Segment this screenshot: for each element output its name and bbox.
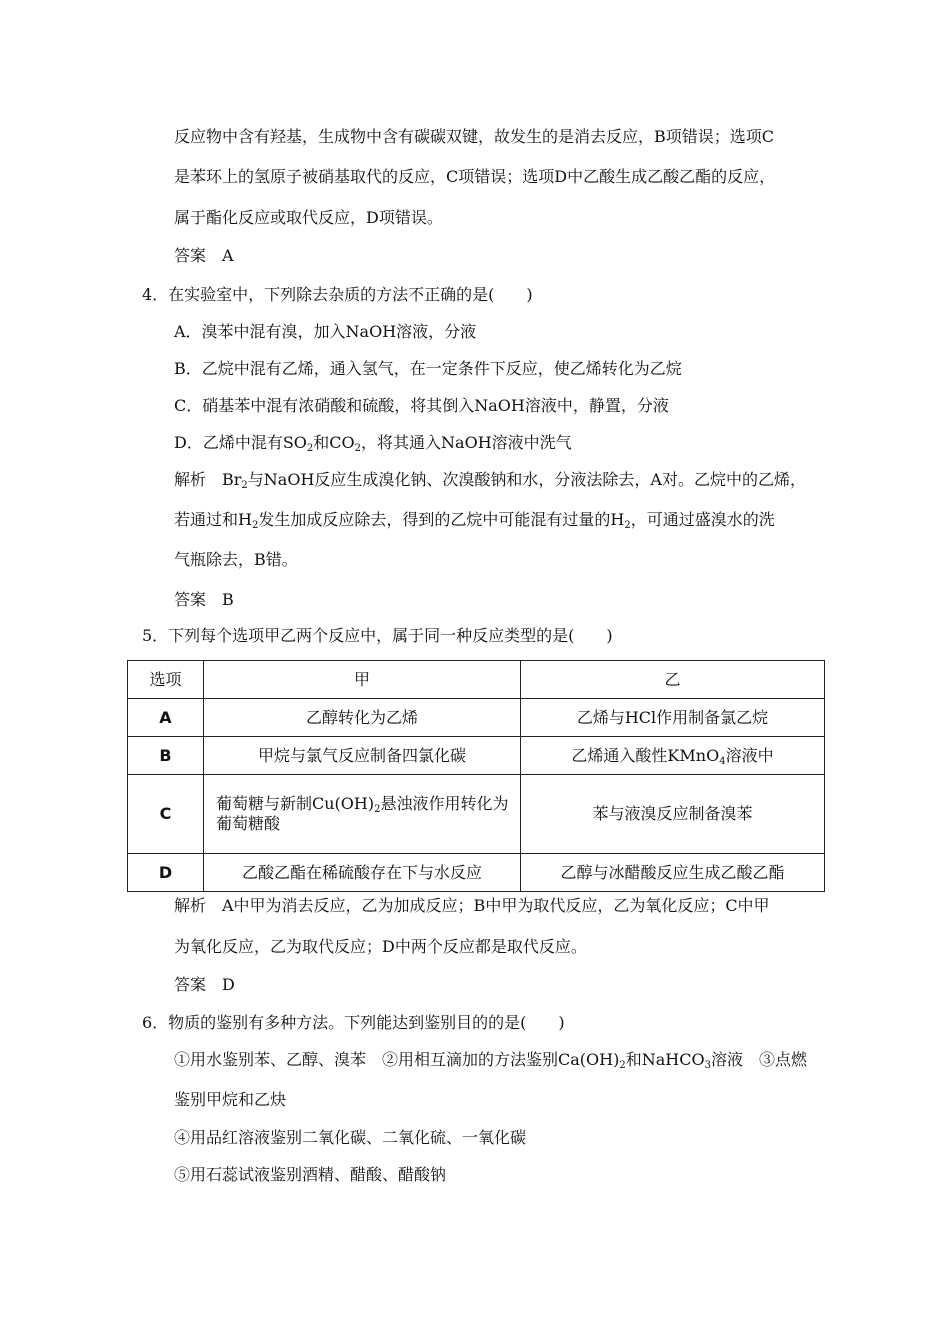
text: D．乙烯中混有SO bbox=[174, 433, 307, 452]
item-line: ④用品红溶液鉴别二氧化碳、二氧化硫、一氧化碳 bbox=[174, 1128, 527, 1147]
text: ，将其通入NaOH溶液中洗气 bbox=[361, 433, 572, 452]
item-line: 鉴别甲烷和乙炔 bbox=[174, 1090, 287, 1109]
text: 溶液 ③点燃 bbox=[710, 1050, 807, 1069]
table-row bbox=[128, 699, 825, 737]
analysis-line: 气瓶除去，B错。 bbox=[174, 550, 298, 569]
subscript: 2 bbox=[354, 443, 362, 454]
option-b: B．乙烷中混有乙烯，通入氢气，在一定条件下反应，使乙烯转化为乙烷 bbox=[174, 359, 682, 378]
jia-cell: 乙醇转化为乙烯 bbox=[204, 699, 521, 737]
table-row bbox=[128, 737, 825, 775]
text: 和CO bbox=[313, 433, 355, 452]
text: 溶液中 bbox=[725, 745, 774, 765]
cell-line bbox=[216, 794, 514, 814]
option-d bbox=[174, 433, 572, 453]
yi-cell: 乙烯与HCl作用制备氯乙烷 bbox=[521, 699, 825, 737]
answer-line: 答案 A bbox=[174, 246, 234, 265]
analysis-line: 属于酯化反应或取代反应，D项错误。 bbox=[174, 208, 443, 227]
subscript: 2 bbox=[241, 480, 248, 491]
item-line: ⑤用石蕊试液鉴别酒精、醋酸、醋酸钠 bbox=[174, 1165, 447, 1184]
analysis-line: 反应物中含有羟基，生成物中含有碳碳双键，故发生的是消去反应，B项错误；选项C bbox=[174, 127, 775, 146]
cell-line: 葡萄糖酸 bbox=[216, 814, 281, 833]
subscript: 2 bbox=[624, 520, 631, 531]
answer-line: 答案 B bbox=[174, 590, 234, 609]
jia-cell: 乙酸乙酯在稀硫酸存在下与水反应 bbox=[204, 854, 521, 892]
text: 与NaOH反应生成溴化钠、次溴酸钠和水，分液法除去，A对。乙烷中的乙烯， bbox=[247, 470, 806, 489]
answer-line: 答案 D bbox=[174, 975, 235, 994]
option-label: C bbox=[128, 775, 204, 854]
analysis-line: 是苯环上的氢原子被硝基取代的反应，C项错误；选项D中乙酸生成乙酸乙酯的反应， bbox=[174, 167, 776, 186]
table-header: 乙 bbox=[521, 661, 825, 699]
option-c: C．硝基苯中混有浓硝酸和硫酸，将其倒入NaOH溶液中，静置，分液 bbox=[174, 396, 669, 415]
option-label: D bbox=[128, 854, 204, 892]
table-row bbox=[128, 854, 825, 892]
yi-cell: 乙醇与冰醋酸反应生成乙酸乙酯 bbox=[521, 854, 825, 892]
subscript: 2 bbox=[374, 804, 381, 815]
subscript: 2 bbox=[306, 443, 314, 454]
text: 葡萄糖与新制Cu(OH) bbox=[216, 794, 375, 813]
text: 若通过和H bbox=[174, 510, 252, 529]
analysis-line: 为氧化反应，乙为取代反应；D中两个反应都是取代反应。 bbox=[174, 937, 587, 956]
table-row bbox=[128, 775, 825, 854]
text: 乙烯通入酸性KMnO bbox=[571, 745, 720, 765]
analysis-line bbox=[174, 510, 775, 530]
table-header-row bbox=[128, 661, 825, 699]
jia-cell bbox=[204, 775, 521, 854]
question-6: 6．物质的鉴别有多种方法。下列能达到鉴别目的的是( ) bbox=[142, 1013, 565, 1032]
option-label: B bbox=[128, 737, 204, 775]
text: 发生加成反应除去，得到的乙烷中可能混有过量的H bbox=[258, 510, 625, 529]
analysis-line: 解析 A中甲为消去反应，乙为加成反应；B中甲为取代反应，乙为氧化反应；C中甲 bbox=[174, 896, 770, 915]
subscript: 2 bbox=[251, 520, 259, 531]
item-line bbox=[174, 1050, 807, 1070]
options-table bbox=[127, 660, 825, 892]
text: ①用水鉴别苯、乙醇、溴苯 ②用相互滴加的方法鉴别Ca(OH) bbox=[174, 1050, 620, 1069]
question-4: 4．在实验室中，下列除去杂质的方法不正确的是( ) bbox=[142, 285, 533, 304]
subscript: 4 bbox=[719, 755, 726, 767]
text: 悬浊液作用转化为 bbox=[380, 794, 509, 813]
subscript: 2 bbox=[619, 1060, 626, 1071]
text: 和NaHCO bbox=[625, 1050, 705, 1069]
table-header: 甲 bbox=[204, 661, 521, 699]
option-label: A bbox=[128, 699, 204, 737]
text: ，可通过盛溴水的洗 bbox=[630, 510, 775, 529]
option-a: A．溴苯中混有溴，加入NaOH溶液，分液 bbox=[174, 322, 477, 341]
text: 解析 Br bbox=[174, 470, 242, 489]
jia-cell: 甲烷与氯气反应制备四氯化碳 bbox=[204, 737, 521, 775]
subscript: 3 bbox=[704, 1060, 711, 1071]
yi-cell: 苯与液溴反应制备溴苯 bbox=[521, 775, 825, 854]
analysis-line bbox=[174, 470, 806, 490]
table-header: 选项 bbox=[128, 661, 204, 699]
yi-cell bbox=[521, 737, 825, 775]
question-5: 5．下列每个选项甲乙两个反应中，属于同一种反应类型的是( ) bbox=[142, 626, 613, 645]
